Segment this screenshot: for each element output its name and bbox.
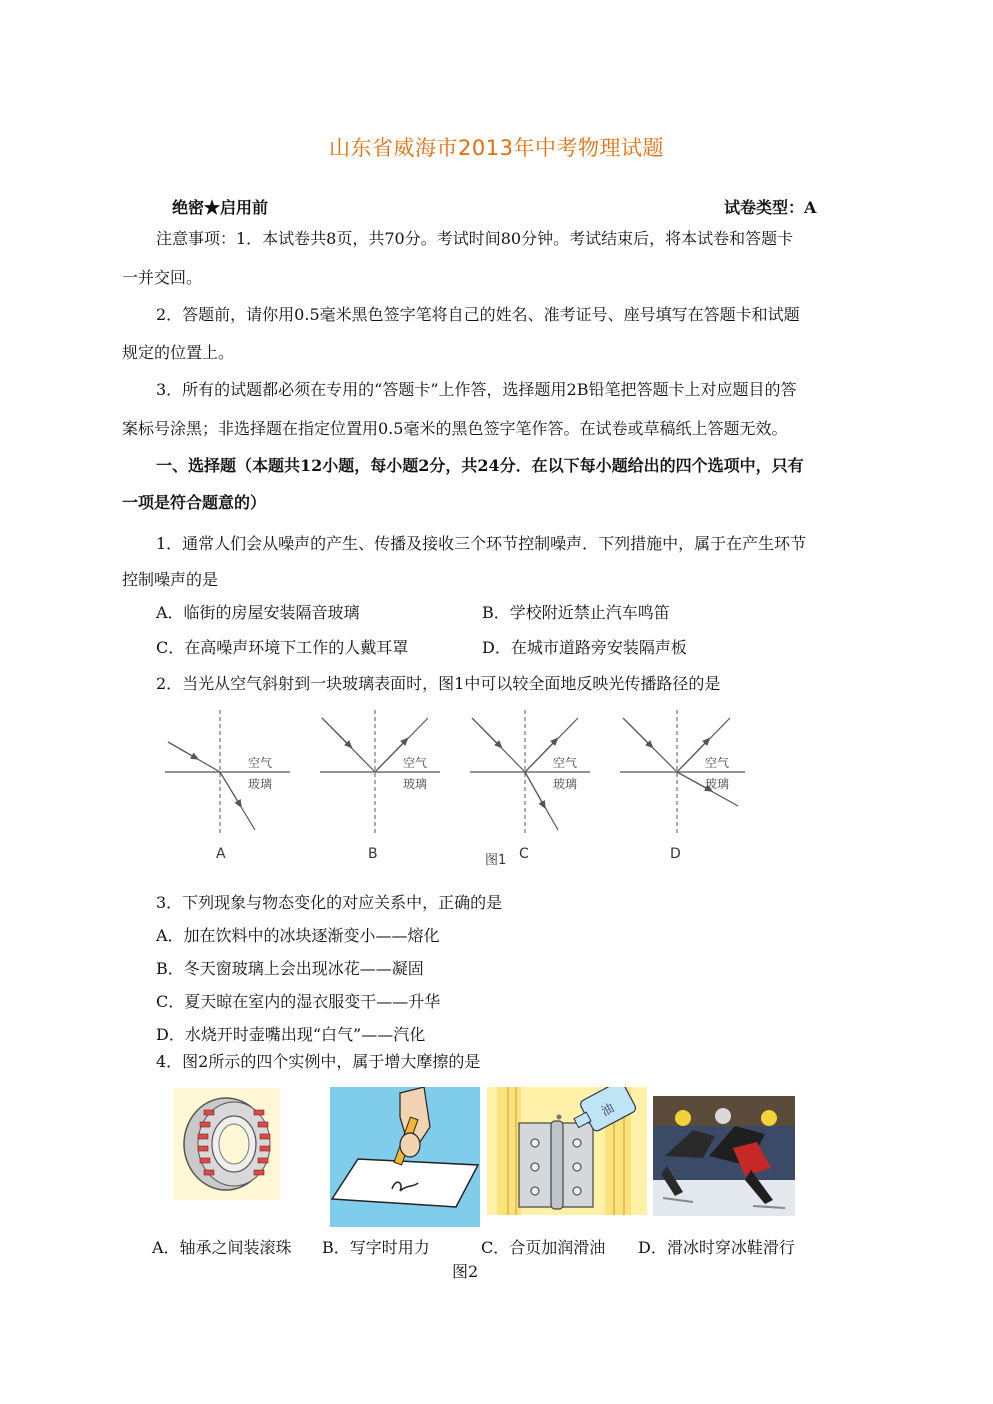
figure-1-caption: 图1 bbox=[485, 853, 507, 868]
page-title: 山东省威海市2013年中考物理试题 bbox=[329, 136, 664, 160]
figure-1-d-glass-label: 玻璃 bbox=[705, 777, 730, 791]
q1-stem: 1．通常人们会从噪声的产生、传播及接收三个环节控制噪声．下列措施中，属于在产生环节 bbox=[156, 534, 807, 553]
figure-1-panel-b bbox=[320, 710, 440, 862]
figure-1-a-air-label: 空气 bbox=[248, 756, 273, 770]
q1-option-b: B．学校附近禁止汽车鸣笛 bbox=[482, 603, 670, 622]
figure-1-light-paths bbox=[150, 700, 770, 870]
q4-option-d: D．滑冰时穿冰鞋滑行 bbox=[638, 1238, 795, 1257]
figure-1-panel-d bbox=[620, 710, 745, 862]
q3-option-c: C．夏天晾在室内的湿衣服变干——升华 bbox=[156, 992, 441, 1011]
q1-option-d: D．在城市道路旁安装隔声板 bbox=[482, 638, 687, 657]
secret-label: 绝密★启用前 bbox=[172, 198, 269, 217]
q4-option-c: C．合页加润滑油 bbox=[481, 1238, 606, 1257]
q1-option-c: C．在高噪声环境下工作的人戴耳罩 bbox=[156, 638, 409, 657]
figure-2-caption: 图2 bbox=[452, 1262, 479, 1281]
writing-image bbox=[330, 1087, 480, 1227]
figure-1-b-label: B bbox=[368, 846, 378, 862]
figure-1-a-label: A bbox=[216, 846, 226, 862]
q1-stem-cont: 控制噪声的是 bbox=[122, 570, 219, 589]
notes-line-2b: 规定的位置上。 bbox=[122, 343, 235, 362]
figure-1-panel-a bbox=[165, 710, 290, 862]
figure-1-c-label: C bbox=[519, 846, 529, 862]
oil-bottle-label: 油 bbox=[599, 1100, 617, 1119]
q3-option-d: D．水烧开时壶嘴出现“白气”——汽化 bbox=[156, 1025, 426, 1044]
paper-type-label: 试卷类型：A bbox=[724, 198, 817, 217]
figure-1-panel-c bbox=[470, 710, 590, 862]
notes-line-3b: 案标号涂黑；非选择题在指定位置用0.5毫米的黑色签字笔作答。在试卷或草稿纸上答题无效。 bbox=[122, 419, 788, 438]
figure-1-c-glass-label: 玻璃 bbox=[553, 777, 578, 791]
q1-option-a: A．临街的房屋安装隔音玻璃 bbox=[156, 603, 360, 622]
figure-1-c-air-label: 空气 bbox=[553, 756, 578, 770]
notes-line-2: 2．答题前，请你用0.5毫米黑色签字笔将自己的姓名、准考证号、座号填写在答题卡和试题 bbox=[156, 305, 800, 324]
q3-option-a: A．加在饮料中的冰块逐渐变小——熔化 bbox=[156, 926, 440, 945]
notes-line-1b: 一并交回。 bbox=[122, 268, 203, 287]
q4-option-a: A．轴承之间装滚珠 bbox=[152, 1238, 292, 1257]
bearing-image bbox=[174, 1088, 280, 1200]
speed-skating-image bbox=[653, 1096, 795, 1216]
figure-1-d-label: D bbox=[670, 846, 681, 862]
q4-stem: 4．图2所示的四个实例中，属于增大摩擦的是 bbox=[156, 1052, 481, 1071]
notes-line-3: 3．所有的试题都必须在专用的“答题卡”上作答，选择题用2B铅笔把答题卡上对应题目的答 bbox=[156, 380, 797, 399]
q4-option-b: B．写字时用力 bbox=[322, 1238, 430, 1257]
figure-1-b-glass-label: 玻璃 bbox=[403, 777, 428, 791]
hinge-oil-image bbox=[487, 1087, 647, 1215]
figure-1-a-glass-label: 玻璃 bbox=[248, 777, 273, 791]
notes-line-1: 注意事项：1．本试卷共8页，共70分。考试时间80分钟。考试结束后，将本试卷和答题卡 bbox=[156, 229, 794, 248]
section-1-heading: 一、选择题（本题共12小题，每小题2分，共24分．在以下每小题给出的四个选项中，只有 bbox=[156, 456, 804, 475]
figure-1-b-air-label: 空气 bbox=[403, 756, 428, 770]
figure-1-d-air-label: 空气 bbox=[705, 756, 730, 770]
section-1-heading-cont: 一项是符合题意的） bbox=[122, 493, 267, 512]
q2-stem: 2．当光从空气斜射到一块玻璃表面时，图1中可以较全面地反映光传播路径的是 bbox=[156, 674, 721, 693]
q3-option-b: B．冬天窗玻璃上会出现冰花——凝固 bbox=[156, 959, 424, 978]
q3-stem: 3．下列现象与物态变化的对应关系中，正确的是 bbox=[156, 893, 503, 912]
